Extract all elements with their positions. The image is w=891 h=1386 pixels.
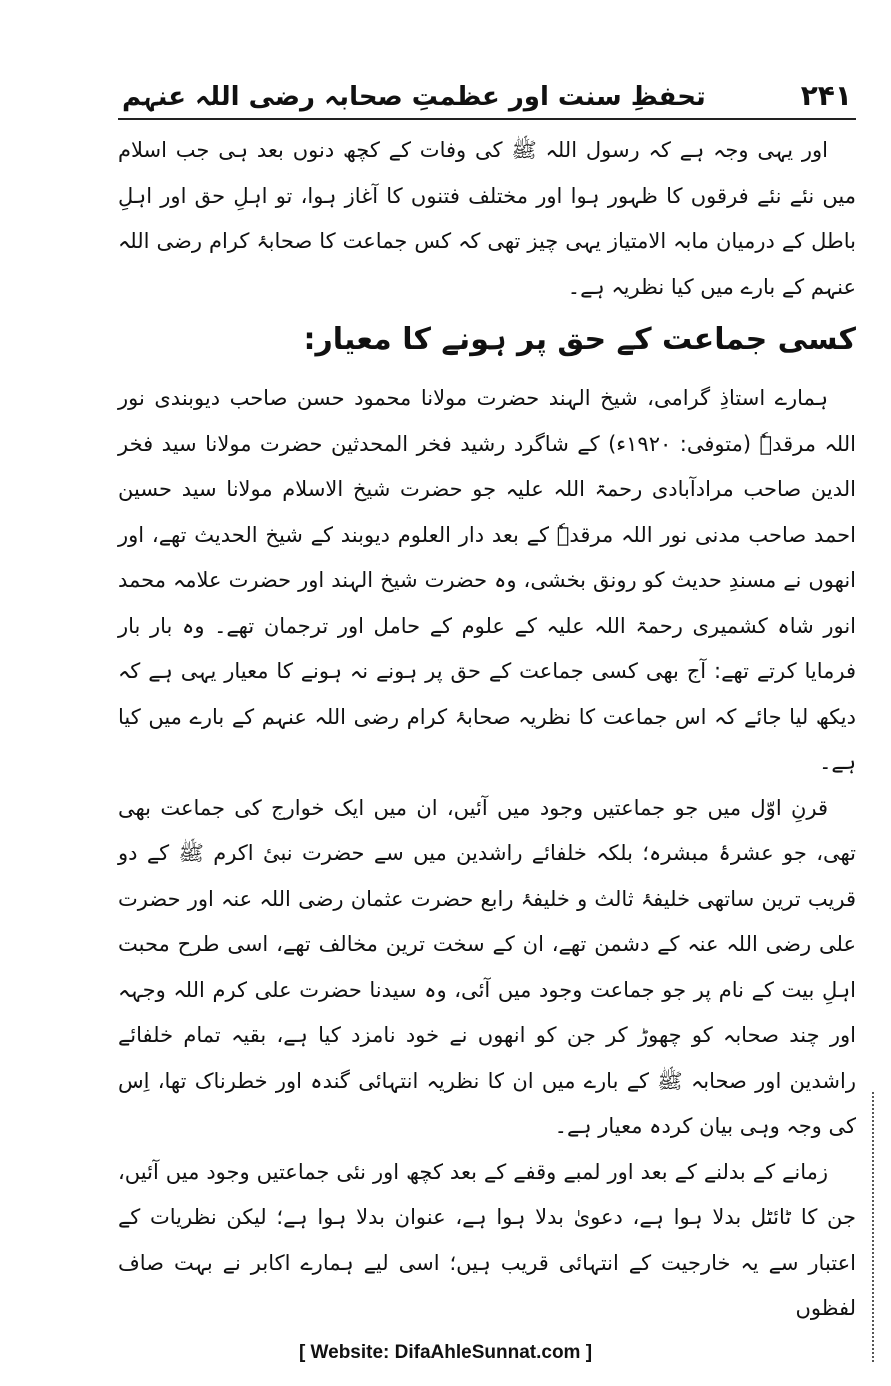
paragraph: قرنِ اوّل میں جو جماعتیں وجود میں آئیں، ان میں ایک خوارج کی جماعت بھی تھی، جو عشرۂ مبشرہ؛ بلکہ خلفائے راشدین میں سے حضرت نبیٔ اکرم ﷺ کے دو قریب ترین ساتھی خلیفۂ ثالث و خلیفۂ رابع حضرت عثمان رضی اللہ عنہ اور حضرت علی رضی اللہ عنہ کے دشمن تھے، ان کے سخت ترین مخالف تھے، اسی طرح محبت اہلِ بیت کے نام پر جو جماعت وجود میں آئی، وہ سیدنا حضرت علی کرم اللہ وجہہ اور چند صحابہ کو چھوڑ کر جن کو انھوں نے خود نامزد کیا ہے، بقیہ تمام خلفائے راشدین اور صحابہ ﷺ کے بارے میں ان کا نظریہ انتہائی گندہ اور خطرناک تھا، اِس کی وجہ وہی بیان کردہ معیار ہے۔ [118, 795, 856, 1138]
paragraph: زمانے کے بدلنے کے بعد اور لمبے وقفے کے بعد کچھ اور نئی جماعتیں وجود میں آئیں، جن کا ٹائٹل بدلا ہوا ہے، دعویٰ بدلا ہوا ہے، عنوان بدلا ہوا ہے؛ لیکن نظریات کے اعتبار سے یہ خارجیت کے انتہائی قریب ہیں؛ اسی لیے ہمارے اکابر نے بہت صاف لفظوں [118, 1159, 856, 1320]
page-header [118, 70, 856, 120]
paragraph: ہمارے استاذِ گرامی، شیخ الہند حضرت مولانا محمود حسن صاحب دیوبندی نور اللہ مرقدہٗ (متوفی: ۱۹۲۰ء) کے شاگرد رشید فخر المحدثین حضرت مولانا سید فخر الدین صاحب مرادآبادی رحمۃ اللہ علیہ جو حضرت شیخ الاسلام مولانا سید حسین احمد صاحب مدنی نور اللہ مرقدہٗ کے بعد دار العلوم دیوبند کے شیخ الحدیث تھے، اور انھوں نے مسندِ حدیث کو رونق بخشی، وہ حضرت شیخ الہند اور حضرت علامہ محمد انور شاہ کشمیری رحمۃ اللہ علیہ کے علوم کے حامل اور ترجمان تھے۔ وہ بار بار فرمایا کرتے تھے: آج بھی کسی جماعت کے حق پر ہونے نہ ہونے کا معیار یہی ہے کہ دیکھ لیا جائے کہ اس جماعت کا نظریہ صحابۂ کرام رضی اللہ عنہم کے بارے میں کیا ہے۔ [118, 386, 856, 774]
margin-dotted-line [872, 1092, 876, 1362]
page-number: ۲۴۱ [800, 79, 852, 112]
website-footer: [ Website: DifaAhleSunnat.com ] [298, 1342, 593, 1363]
page-body [118, 128, 856, 1332]
running-title: تحفظِ سنت اور عظمتِ صحابہ رضی اللہ عنہم [122, 82, 706, 112]
paragraph: اور یہی وجہ ہے کہ رسول اللہ ﷺ کی وفات کے کچھ دنوں بعد ہی جب اسلام میں نئے نئے فرقوں کا ظہور ہوا اور مختلف فتنوں کا آغاز ہوا، تو اہلِ حق اور اہلِ باطل کے درمیان مابہ الامتیاز یہی چیز تھی کہ کس جماعت کا صحابۂ کرام رضی اللہ عنہم کے بارے میں کیا نظریہ ہے۔ [118, 138, 856, 299]
section-heading: کسی جماعت کے حق پر ہونے کا معیار: [303, 322, 856, 357]
